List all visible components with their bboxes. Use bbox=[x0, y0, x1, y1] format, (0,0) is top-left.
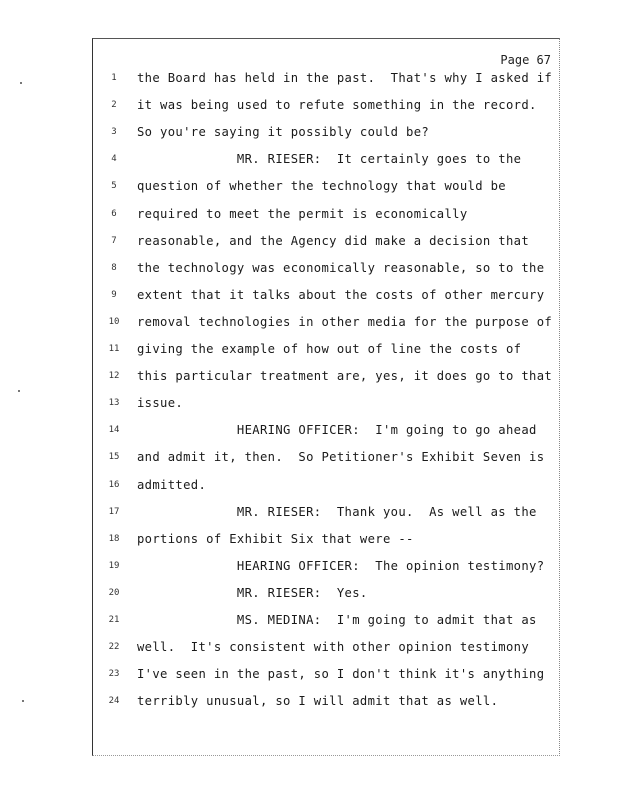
transcript-page bbox=[92, 38, 560, 756]
transcript-line: portions of Exhibit Six that were -- bbox=[137, 531, 414, 546]
transcript-line: MR. RIESER: It certainly goes to the bbox=[137, 152, 522, 167]
line-number: 10 bbox=[108, 316, 120, 327]
transcript-line: the technology was economically reasonable, so to the bbox=[137, 260, 545, 275]
transcript-line: HEARING OFFICER: The opinion testimony? bbox=[137, 558, 545, 573]
transcript-line: well. It's consistent with other opinion testimony bbox=[137, 640, 530, 655]
line-number: 19 bbox=[108, 560, 120, 571]
line-number: 24 bbox=[108, 696, 120, 707]
line-number: 20 bbox=[108, 587, 120, 598]
line-number: 5 bbox=[111, 181, 117, 192]
transcript-line: I've seen in the past, so I don't think it's anything bbox=[137, 667, 545, 682]
line-number: 17 bbox=[108, 506, 120, 517]
transcript-line: extent that it talks about the costs of other mercury bbox=[137, 287, 545, 302]
line-number: 6 bbox=[111, 208, 117, 219]
transcript-line: MS. MEDINA: I'm going to admit that as bbox=[137, 613, 537, 627]
line-number: 21 bbox=[108, 615, 120, 625]
line-number: 18 bbox=[108, 533, 120, 544]
line-number: 23 bbox=[108, 669, 120, 680]
transcript-line: admitted. bbox=[137, 477, 207, 492]
transcript-line: HEARING OFFICER: I'm going to go ahead bbox=[137, 423, 537, 438]
transcript-line: and admit it, then. So Petitioner's Exhibit Seven is bbox=[137, 450, 545, 465]
transcript-line: MR. RIESER: Thank you. As well as the bbox=[137, 504, 537, 519]
transcript-line: terribly unusual, so I will admit that as well. bbox=[137, 694, 499, 709]
transcript-line: giving the example of how out of line the costs of bbox=[137, 342, 522, 356]
transcript-line: required to meet the permit is economically bbox=[137, 206, 468, 221]
transcript-line: it was being used to refute something in the record. bbox=[137, 98, 537, 113]
line-number: 2 bbox=[111, 100, 117, 111]
scan-speckle bbox=[18, 390, 20, 392]
line-number: 1 bbox=[111, 73, 117, 83]
transcript-line: this particular treatment are, yes, it does go to that bbox=[137, 369, 553, 384]
line-number: 8 bbox=[111, 262, 117, 273]
line-number: 4 bbox=[111, 154, 117, 165]
transcript-line: So you're saying it possibly could be? bbox=[137, 125, 430, 140]
line-number: 14 bbox=[108, 425, 120, 436]
line-number: 9 bbox=[111, 289, 117, 300]
transcript-line: question of whether the technology that would be bbox=[137, 179, 506, 194]
transcript-line: issue. bbox=[137, 396, 184, 411]
transcript-line: reasonable, and the Agency did make a decision that bbox=[137, 233, 530, 248]
line-number: 16 bbox=[108, 479, 120, 490]
line-number: 13 bbox=[108, 398, 120, 409]
line-number: 12 bbox=[108, 371, 120, 382]
scan-speckle bbox=[20, 82, 22, 84]
line-number: 15 bbox=[108, 452, 120, 463]
transcript-line: MR. RIESER: Yes. bbox=[137, 585, 368, 600]
line-number: 22 bbox=[108, 642, 120, 653]
transcript-line: the Board has held in the past. That's why I asked if bbox=[137, 71, 553, 85]
transcript-line: removal technologies in other media for the purpose of bbox=[137, 314, 553, 329]
line-number: 11 bbox=[108, 344, 120, 354]
line-number: 3 bbox=[111, 127, 117, 138]
page-number: Page 67 bbox=[500, 53, 551, 67]
line-number: 7 bbox=[111, 235, 117, 246]
scan-speckle bbox=[22, 700, 24, 702]
